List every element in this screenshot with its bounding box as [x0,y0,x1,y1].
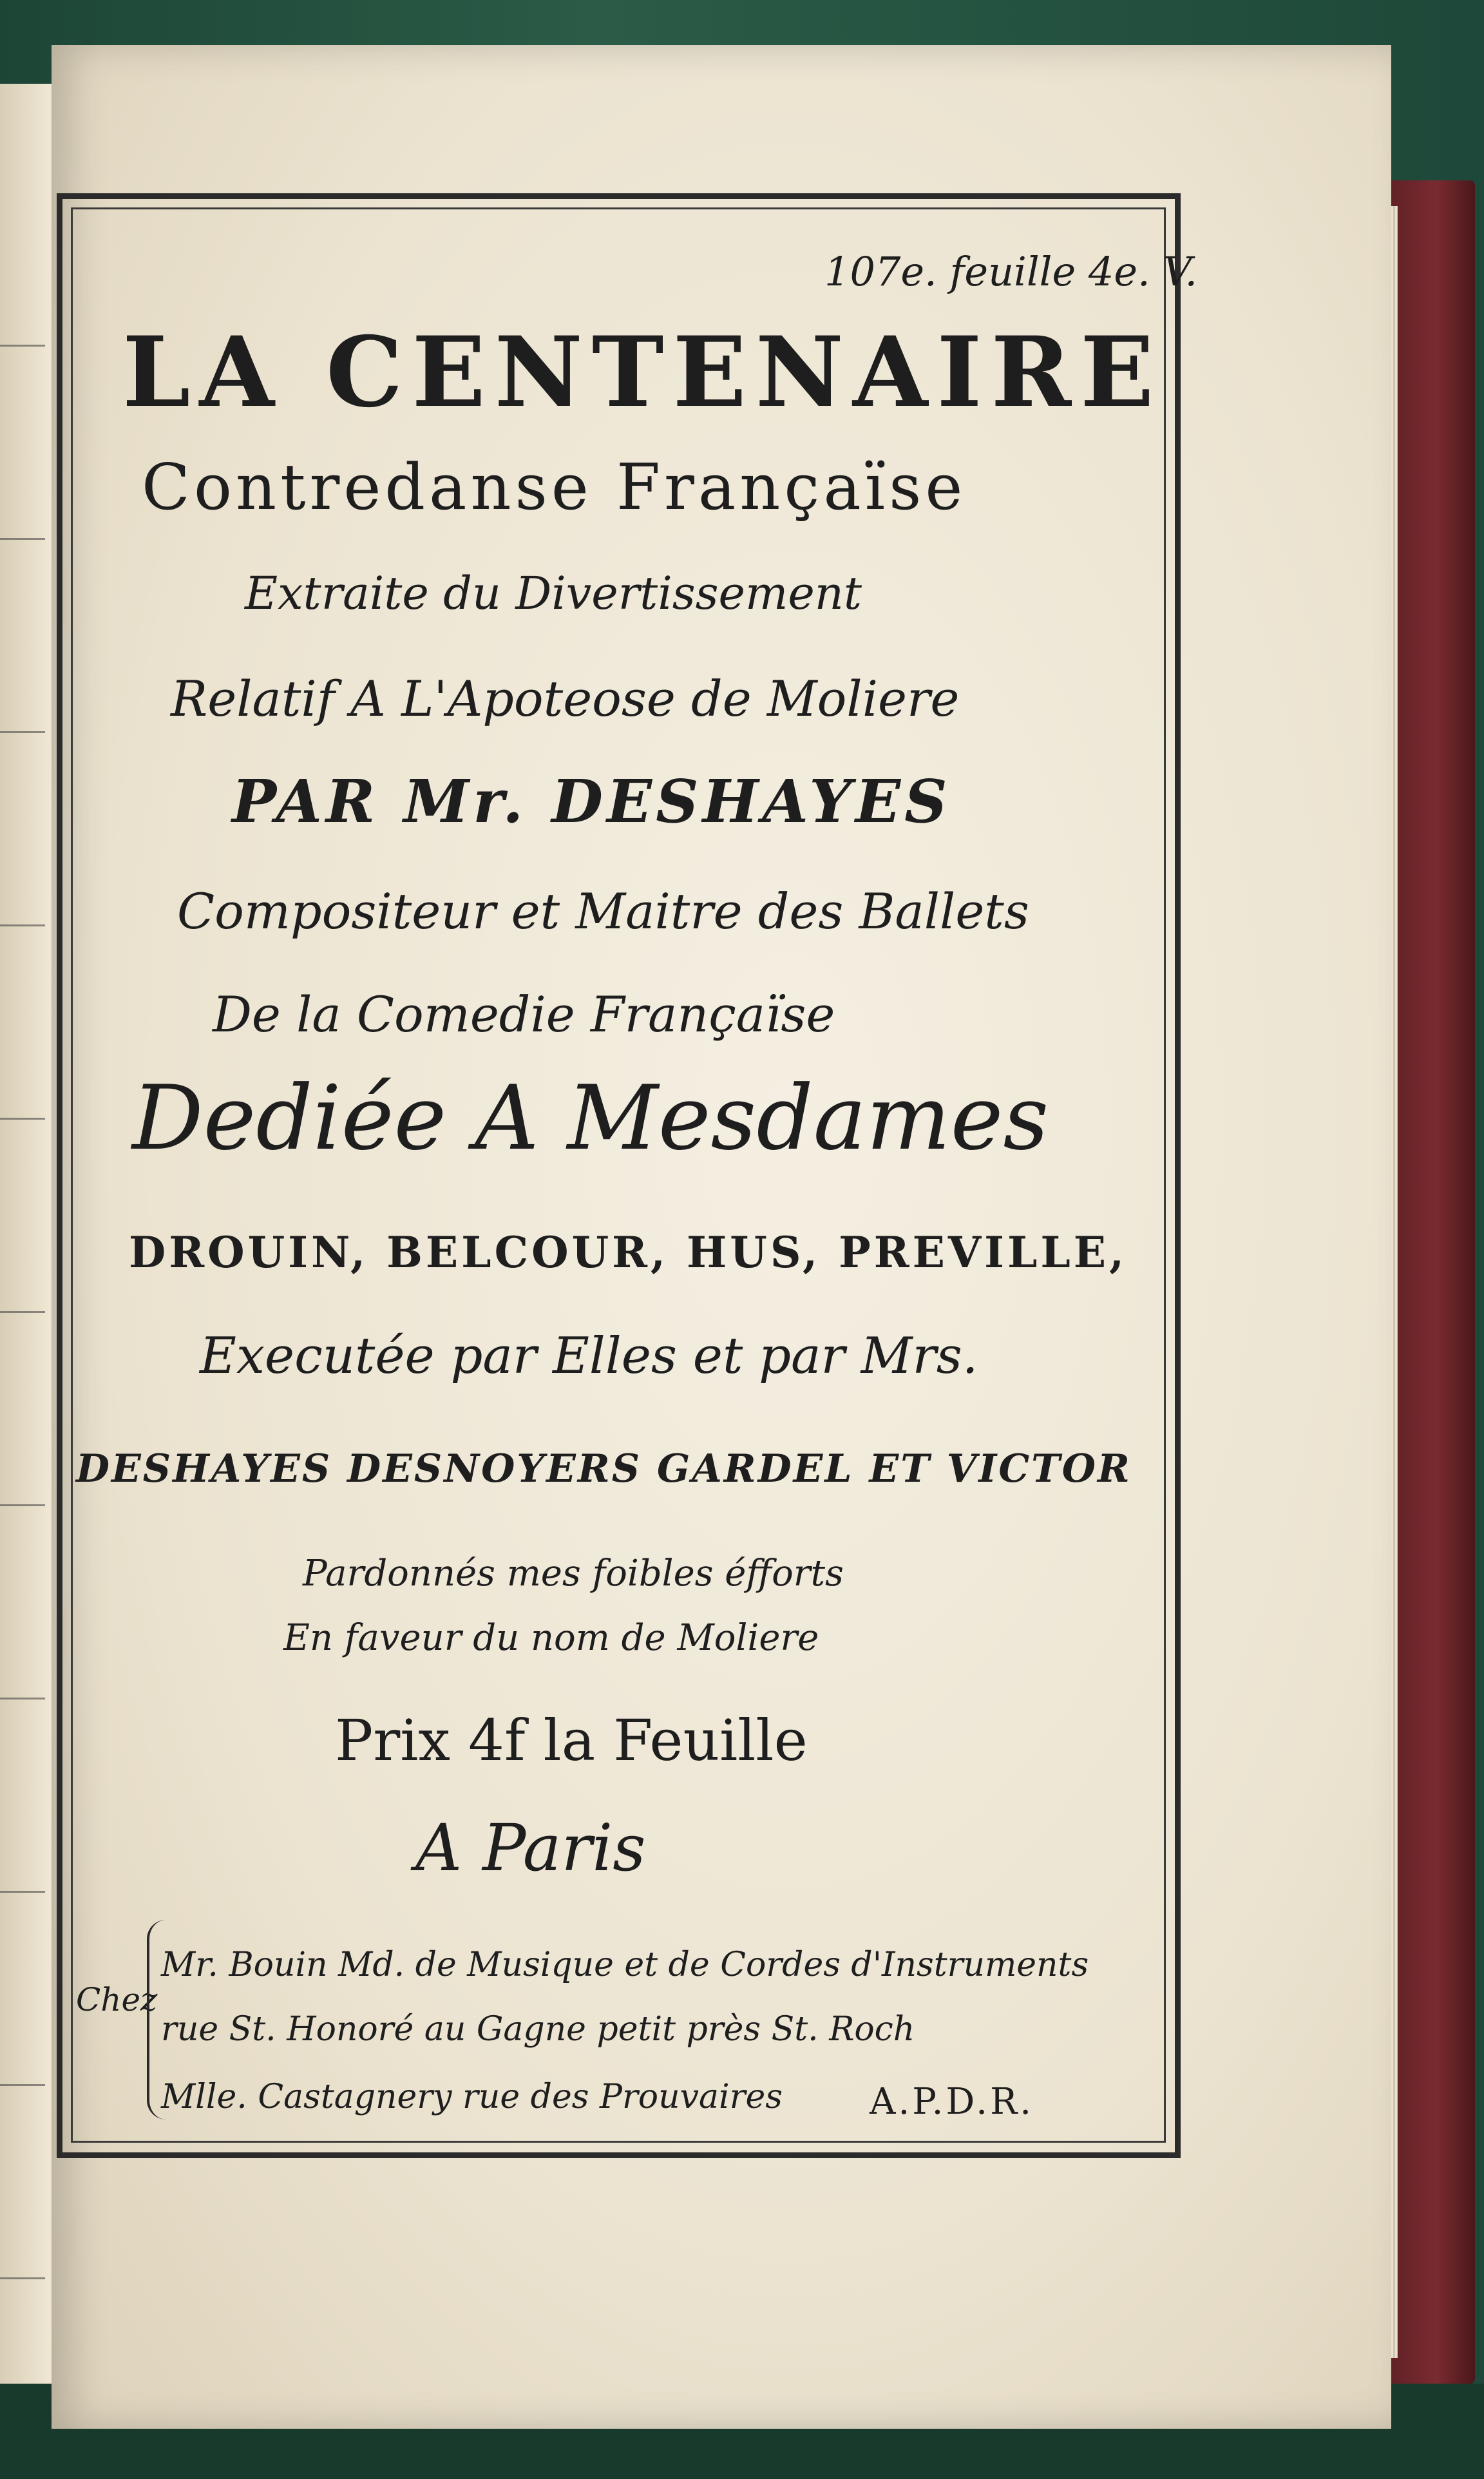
subtitle-contredanse: Contredanse Françaïse [142,451,967,524]
author-role: Compositeur et Maitre des Ballets [177,883,1029,940]
imprint-line-1: Mr. Bouin Md. de Musique et de Cordes d'Instruments [161,1946,1089,1984]
city-line: A Paris [415,1810,646,1886]
subtitle-extraite: Extraite du Divertissement [245,567,862,620]
dedicatees-names: DROUIN, BELCOUR, HUS, PREVILLE, [129,1227,1128,1278]
imprint-line-2: rue St. Honoré au Gagne petit près St. Roch [161,2010,915,2049]
performers-line: Executée par Elles et par Mrs. [200,1327,978,1385]
performers-names: DESHAYES DESNOYERS GARDEL ET VICTOR [76,1446,1132,1491]
imprint-chez: Chez [76,1981,158,2018]
motto-line-1: Pardonnés mes foibles éfforts [303,1553,844,1594]
dedication-line: Dediée A Mesdames [132,1066,1049,1170]
author-institution: De la Comedie Françaïse [213,986,835,1043]
main-title: LA CENTENAIRE [122,316,1163,429]
subtitle-relatif: Relatif A L'Apoteose de Moliere [171,670,960,727]
left-page-music-staff [0,232,45,2293]
author-line: PAR Mr. DESHAYES [232,767,951,836]
folio-note: 107e. feuille 4e. V. [824,248,1198,295]
motto-line-2: En faveur du nom de Moliere [283,1617,819,1659]
privilege-mark: A.P.D.R. [870,2081,1034,2123]
price-line: Prix 4f la Feuille [335,1707,808,1774]
imprint-line-3: Mlle. Castagnery rue des Prouvaires [161,2078,783,2116]
